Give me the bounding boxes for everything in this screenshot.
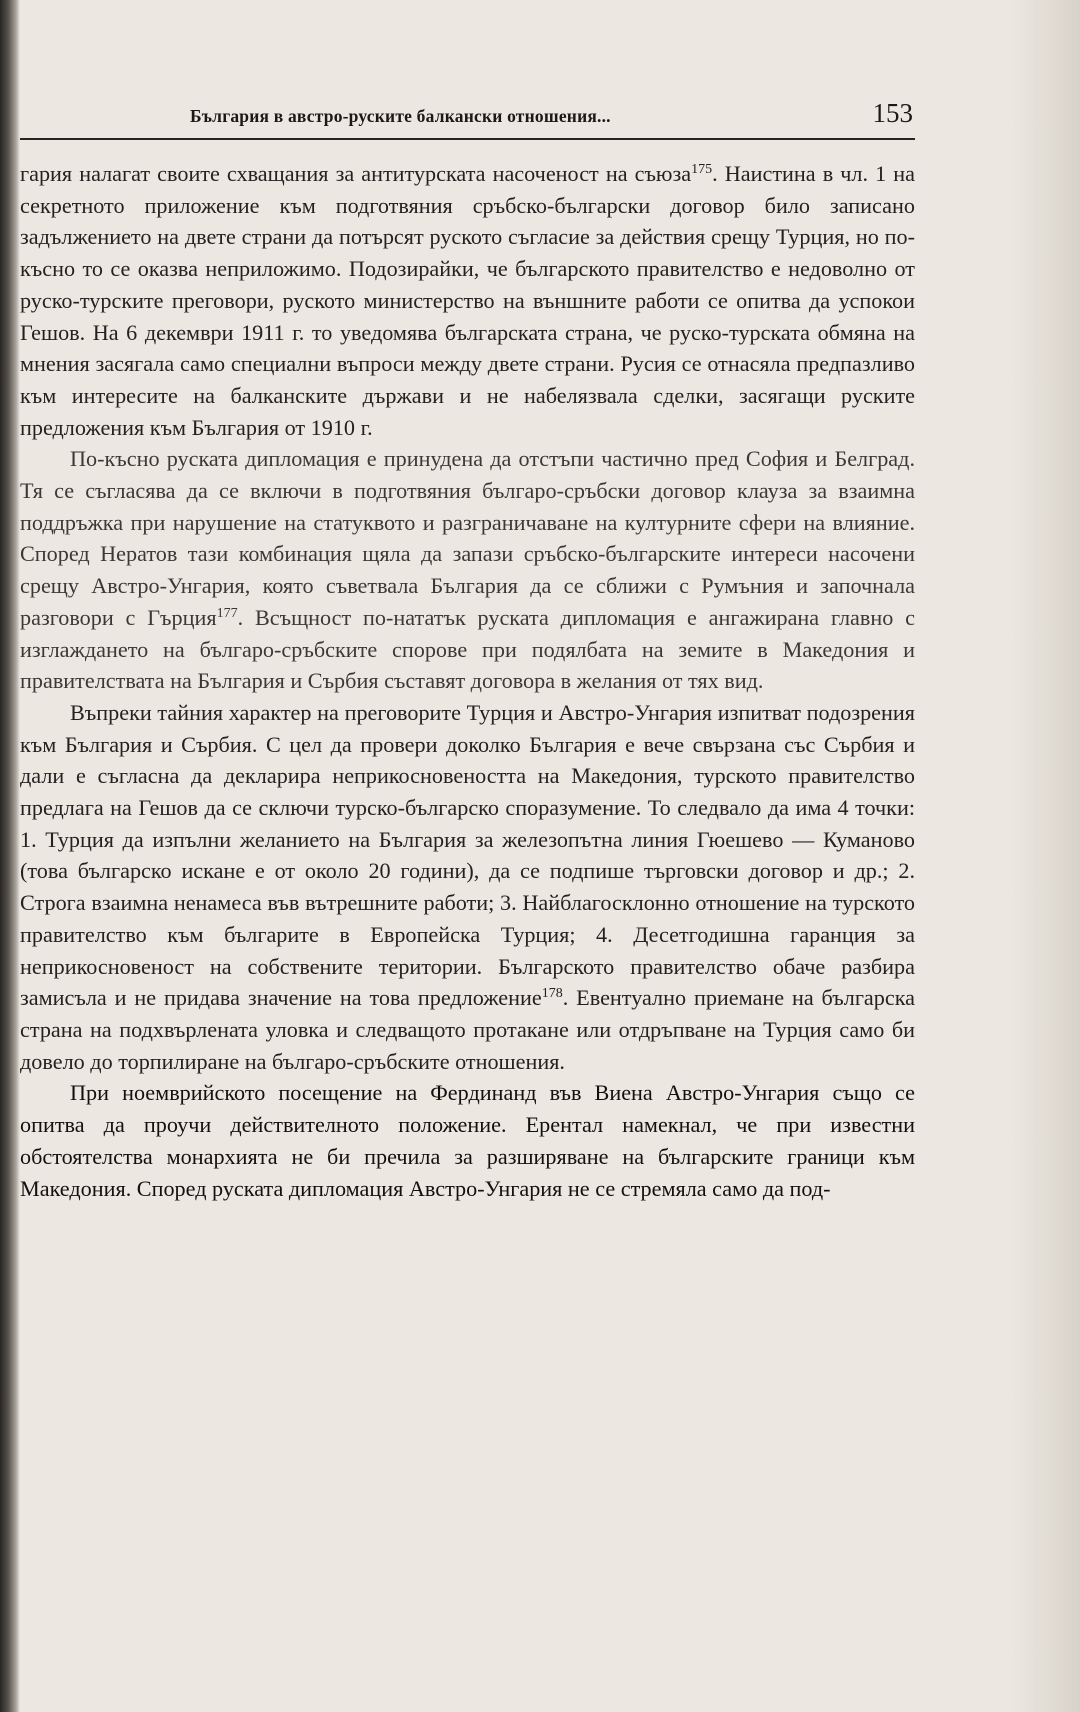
text-run: Въпреки тайния характер на преговорите Турция и Австро-Унгария изпитват подозрения към България и Сърбия. С цел да провери доколко България е вече свързана със Сърбия и дали е съгласна да декларира неприкосновеността на Македония, турското правителство предлага на Гешов да се сключи турско-българско споразумение. То следвало да има 4 точки: 1. Турция да изпълни желанието на България за железопътна линия Гюешево — Куманово (това българско искане е от около 20 години), да се подпише търговски договор и др.; 2. Строга взаимна ненамеса във вътрешните работи; 3. Найблагосклонно отношение на турското правителство към българите в Европейска Турция; 4. Десетгодишна гаранция за неприкосновеност на собствените територии. Българското правителство обаче разбира замисъла и не придава значение на това предложение (20, 699, 915, 1011)
paragraph (20, 1077, 915, 1204)
running-header (20, 98, 915, 140)
page-number: 153 (872, 98, 913, 128)
text-run: . Наистина в чл. 1 на секретното приложение към подготвяния сръбско-български договор било записано задължението на двете страни да потърсят руското съгласие за действия срещу Турция, но по-късно то се оказва неприложимо. Подозирайки, че българското правителство е недоволно от руско-турските преговори, руското министерство на външните работи се опитва да успокои Гешов. На 6 декември 1911 г. то уведомява българската страна, че руско-турската обмяна на мнения засягала само специални въпроси между двете страни. Русия се отнасяла предпазливо към интересите на балканските държави и не набелязвала сделки, засягащи руските предложения към България от 1910 г. (20, 161, 915, 440)
running-title: България в австро-руските балкански отношения... (190, 106, 611, 126)
book-page (20, 98, 915, 1204)
text-run: . Евентуално приемане на българска страна на подхвърлената уловка и следващото протакане или отдръпване на Турция само би довело до торпилиране на българо-сръбските отношения. (20, 985, 915, 1074)
scan-page-shadow (1010, 0, 1080, 1712)
scan-binding-edge (0, 0, 20, 1712)
text-run: гария налагат своите схващания за антитурската насоченост на съюза (20, 161, 692, 186)
text-run: . Всъщност по-нататък руската дипломация е ангажирана главно с изглаждането на българо-сръбските спорове при подялбата на земите в Македония и правителствата на България и Сърбия съставят договора в желания от тях вид. (20, 604, 915, 694)
footnote-ref: 175 (691, 162, 713, 177)
footnote-ref: 177 (216, 605, 238, 621)
text-run: По-късно руската дипломация е принудена да отстъпи частично пред София и Белград. Тя се съгласява да се включи в подготвяния българо-сръбски договор клауза за взаимна поддръжка при нарушение на статуквото и разграничаване на културните сфери на влияние. Според Нератов тази комбинация щяла да запази сръбско-българските интереси насочени срещу Австро-Унгария, която съветвала България да се сближи с Румъния и започнала разговори с Гърция (20, 446, 915, 630)
paragraph (20, 443, 915, 697)
footnote-ref: 178 (541, 986, 563, 1002)
paragraph (20, 158, 915, 443)
text-run: При ноемврийското посещение на Фердинанд във Виена Австро-Унгария също се опитва да проучи действителното положение. Ерентал намекнал, че при известни обстоятелства монархията не би пречила за разширяване на българските граници към Македония. Според руската дипломация Австро-Унгария не се стремяла само да под- (20, 1080, 915, 1201)
paragraph (20, 697, 915, 1077)
body-text (20, 158, 915, 1204)
